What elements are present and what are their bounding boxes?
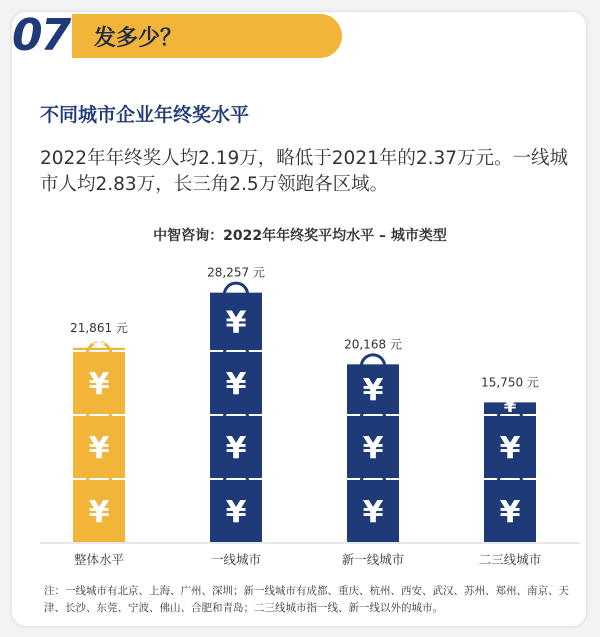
section-title: 发多少？: [94, 26, 183, 51]
category-label: 新一线城市: [341, 552, 405, 567]
category-label: 二三线城市: [478, 552, 542, 567]
bag-mark: [73, 471, 125, 543]
chart-title: 中智咨询：2022年年终奖平均水平 – 城市类型: [153, 228, 447, 244]
bag-mark: [484, 471, 536, 543]
yen-icon: ¥: [225, 367, 247, 402]
yen-icon: ¥: [225, 495, 247, 530]
bar-1: [73, 332, 125, 542]
yen-icon: ¥: [503, 396, 517, 417]
bag-mark: [73, 332, 125, 353]
value-label: 21,861 元: [70, 320, 128, 335]
value-label: 15,750 元: [481, 375, 539, 390]
bag-mark: [73, 407, 125, 479]
bag-mark: [484, 396, 536, 417]
yen-icon: ¥: [88, 431, 110, 466]
bar-4: [484, 396, 536, 542]
subtitle: 不同城市企业年终奖水平: [40, 104, 250, 126]
yen-icon: ¥: [88, 495, 110, 530]
bag-mark: [210, 471, 262, 543]
bar-2: [210, 283, 262, 542]
bag-mark: [347, 407, 399, 479]
bag-mark: [347, 355, 399, 414]
category-label: 整体水平: [73, 552, 125, 567]
yen-icon: ¥: [225, 305, 247, 341]
bar-3: [347, 355, 399, 542]
value-label: 28,257 元: [207, 265, 265, 280]
yen-icon: ¥: [499, 495, 521, 530]
bag-mark: [210, 283, 262, 350]
yen-icon: ¥: [92, 332, 106, 353]
description: 2022年年终奖人均2.19万，略低于2021年的2.37万元。一线城市人均2.83万，长三角2.5万领跑各区域。: [40, 148, 569, 195]
yen-icon: ¥: [362, 495, 384, 530]
bag-mark: [210, 407, 262, 479]
yen-icon: ¥: [88, 367, 110, 402]
bag-mark: [210, 343, 262, 415]
yen-icon: ¥: [362, 431, 384, 466]
section-number: 07: [12, 10, 70, 61]
yen-icon: ¥: [362, 373, 384, 409]
bag-mark: [347, 471, 399, 543]
value-label: 20,168 元: [344, 337, 402, 352]
yen-icon: ¥: [225, 431, 247, 466]
bag-mark: [484, 407, 536, 479]
footnote: 注：一线城市有北京、上海、广州、深圳；新一线城市有成都、重庆、杭州、西安、武汉、苏州、郑州、南京、天津、长沙、东莞、宁波、佛山、合肥和青岛；二三线城市指一线、新一线以外的城市。: [44, 585, 569, 614]
category-label: 一线城市: [210, 552, 262, 567]
bag-mark: [73, 343, 125, 415]
yen-icon: ¥: [499, 431, 521, 466]
